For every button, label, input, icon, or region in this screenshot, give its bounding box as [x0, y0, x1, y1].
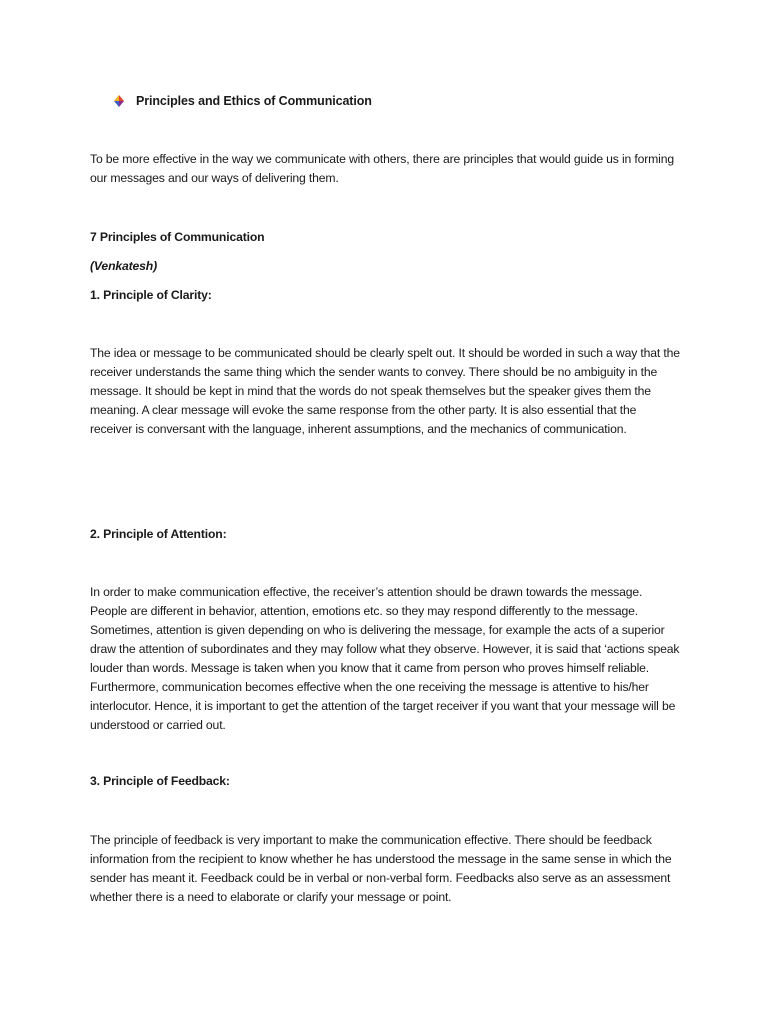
principle-body: In order to make communication effective, the receiver’s attention should be drawn towards the message. People are different in behavior, attention, emotions etc. so they may respond differently to the message. Sometimes, attention is given depending on who is delivering the message, for example the acts of a superior draw the attention of subordinates and they may follow what they observe. However, it is said that ‘actions speak louder than words. Message is taken when you know that it came from person who proves himself reliable. Furthermore, communication becomes effective when the one receiving the message is attentive to his/her interlocutor. Hence, it is important to get the attention of the target receiver if you want that your message will be understood or carried out. — [90, 585, 680, 732]
document-title: Principles and Ethics of Communication — [136, 94, 372, 108]
principle-heading: 1. Principle of Clarity: — [90, 288, 212, 302]
principle-body: The idea or message to be communicated should be clearly spelt out. It should be worded in such a way that the receiver understands the same thing which the sender wants to convey. There should be no ambiguity in the message. It should be kept in mind that the words do not speak themselves but the speaker gives them the meaning. A clear message will evoke the same response from the other party. It is also essential that the receiver is conversant with the language, inherent assumptions, and the mechanics of communication. — [90, 346, 680, 436]
principle-body: The principle of feedback is very important to make the communication effective. There should be feedback information from the recipient to know whether he has understood the message in the same sense in which the sender has meant it. Feedback could be in verbal or non-verbal form. Feedbacks also serve as an assessment whether there is a need to elaborate or clarify your message or point. — [90, 833, 672, 904]
section-heading: 7 Principles of Communication — [90, 230, 265, 244]
diamond-bullet-icon — [112, 94, 126, 108]
principle-heading: 3. Principle of Feedback: — [90, 774, 230, 788]
principle-heading: 2. Principle of Attention: — [90, 527, 227, 541]
intro-paragraph: To be more effective in the way we communicate with others, there are principles that would guide us in forming our messages and our ways of delivering them. — [90, 152, 674, 185]
title-row — [112, 94, 372, 108]
source-citation: (Venkatesh) — [90, 259, 157, 273]
